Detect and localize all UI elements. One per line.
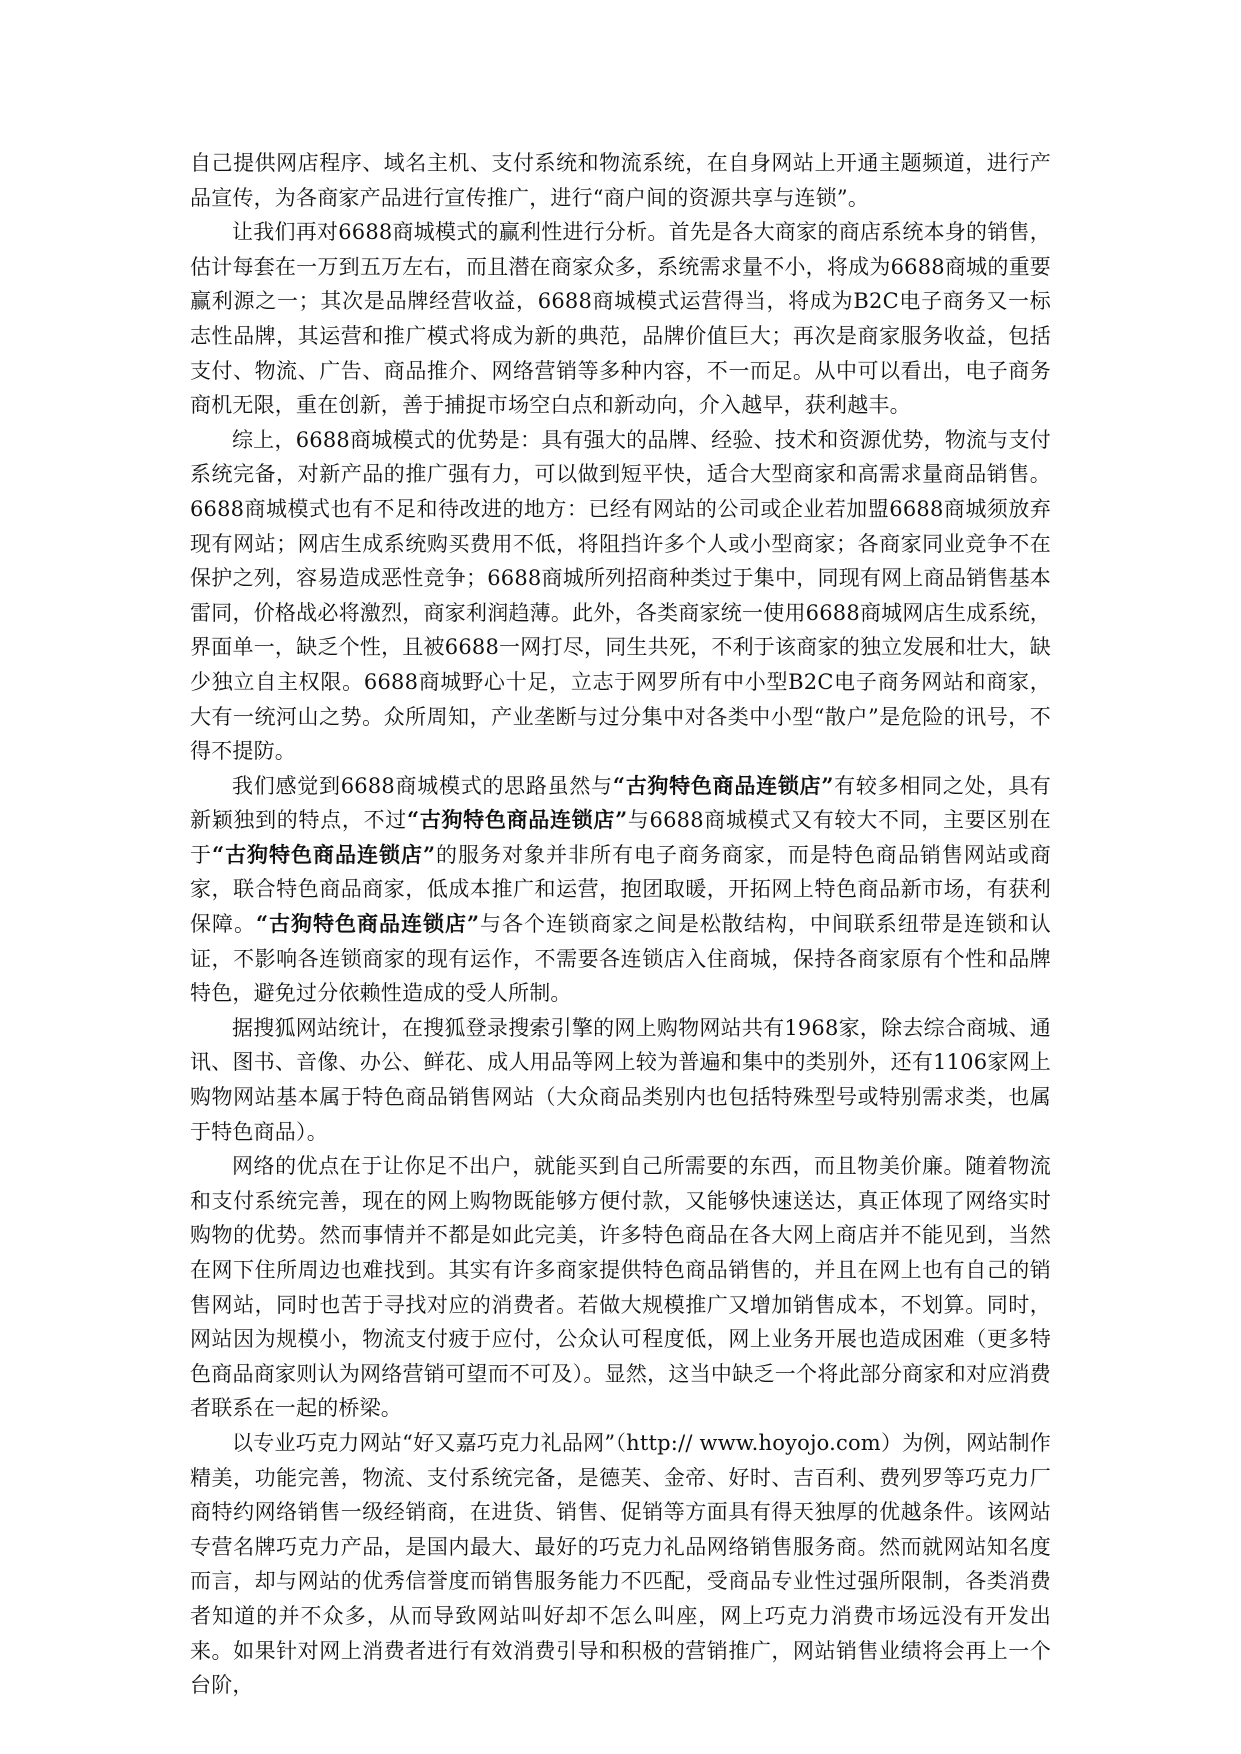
chain-store-name-emphasis: “古狗特色商品连锁店” — [612, 772, 834, 798]
chain-store-name-emphasis: “古狗特色商品连锁店” — [212, 841, 436, 867]
paragraph-3-text: 综上，6688商城模式的优势是：具有强大的品牌、经验、技术和资源优势，物流与支付系统完备，对新产品的推广强有力，可以做到短平快，适合大型商家和高需求量商品销售。6688商城模式也有不足和待改进的地方：已经有网站的公司或企业若加盟6688商城须放弃现有网站；网店生成系统购买费用不低，将阻挡许多个人或小型商家；各商家同业竞争不在保护之列，容易造成恶性竞争；6688商城所列招商种类过于集中，同现有网上商品销售基本雷同，价格战必将激烈，商家利润趋薄。此外，各类商家统一使用6688商城网店生成系统，界面单一，缺乏个性，且被6688一网打尽，同生共死，不利于该商家的独立发展和壮大，缺少独立自主权限。6688商城野心十足，立志于网罗所有中小型B2C电子商务网站和商家，大有一统河山之势。众所周知，产业垄断与过分集中对各类中小型“散户”是危险的讯号，不得不提防。 — [190, 427, 1051, 764]
chain-store-name-emphasis: “古狗特色商品连锁店” — [407, 807, 628, 833]
paragraph-1 — [190, 146, 1051, 215]
paragraph-1-text: 自己提供网店程序、域名主机、支付系统和物流系统，在自身网站上开通主题频道，进行产品宣传，为各商家产品进行宣传推广，进行“商户间的资源共享与连锁”。 — [190, 151, 1051, 210]
paragraph-4-text-5: 与各个连锁商家之间是松散结构，中间联系纽带是连锁和认证，不影响各连锁商家的现有运作，不需要各连锁店入住商城，保持各商家原有个性和品牌特色，避免过分依赖性造成的受人所制。 — [190, 912, 1051, 1006]
paragraph-2-text: 让我们再对6688商城模式的赢利性进行分析。首先是各大商家的商店系统本身的销售，估计每套在一万到五万左右，而且潜在商家众多，系统需求量不小，将成为6688商城的重要赢利源之一；其次是品牌经营收益，6688商城模式运营得当，将成为B2C电子商务又一标志性品牌，其运营和推广模式将成为新的典范，品牌价值巨大；再次是商家服务收益，包括支付、物流、广告、商品推介、网络营销等多种内容，不一而足。从中可以看出，电子商务商机无限，重在创新，善于捕捉市场空白点和新动向，介入越早，获利越丰。 — [190, 220, 1051, 418]
paragraph-4-text-3: 与6688商城模式又有较大不同，主要区别在于 — [190, 808, 1051, 867]
paragraph-7-text: 以专业巧克力网站“好又嘉巧克力礼品网”（http:// www.hoyojo.com）为例，网站制作精美，功能完善，物流、支付系统完备，是德芙、金帝、好时、吉百利、费列罗等巧克力厂商特约网络销售一级经销商，在进货、销售、促销等方面具有得天独厚的优越条件。该网站专营名牌巧克力产品，是国内最大、最好的巧克力礼品网络销售服务商。然而就网站知名度而言，却与网站的优秀信誉度而销售服务能力不匹配，受商品专业性过强所限制，各类消费者知道的并不众多，从而导致网站叫好却不怎么叫座，网上巧克力消费市场远没有开发出来。如果针对网上消费者进行有效消费引导和积极的营销推广，网站销售业绩将会再上一个台阶， — [190, 1430, 1051, 1698]
paragraph-4 — [190, 769, 1051, 1011]
paragraph-6-text: 网络的优点在于让你足不出户，就能买到自己所需要的东西，而且物美价廉。随着物流和支付系统完善，现在的网上购物既能够方便付款，又能够快速送达，真正体现了网络实时购物的优势。然而事情并不都是如此完美，许多特色商品在各大网上商店并不能见到，当然在网下住所周边也难找到。其实有许多商家提供特色商品销售的，并且在网上也有自己的销售网站，同时也苦于寻找对应的消费者。若做大规模推广又增加销售成本，不划算。同时，网站因为规模小，物流支付疲于应付，公众认可程度低，网上业务开展也造成困难（更多特色商品商家则认为网络营销可望而不可及）。显然，这当中缺乏一个将此部分商家和对应消费者联系在一起的桥梁。 — [190, 1154, 1051, 1421]
paragraph-2 — [190, 215, 1051, 423]
paragraph-6 — [190, 1149, 1051, 1426]
paragraph-5 — [190, 1011, 1051, 1149]
paragraph-3 — [190, 423, 1051, 769]
paragraph-5-text: 据搜狐网站统计，在搜狐登录搜索引擎的网上购物网站共有1968家，除去综合商城、通讯、图书、音像、办公、鲜花、成人用品等网上较为普遍和集中的类别外，还有1106家网上购物网站基本属于特色商品销售网站（大众商品类别内也包括特殊型号或特别需求类，也属于特色商品）。 — [190, 1015, 1051, 1144]
paragraph-4-text-2: 有较多相同之处，具有新颖独到的特点，不过 — [190, 773, 1052, 833]
chain-store-name-emphasis: “古狗特色商品连锁店” — [255, 911, 480, 937]
paragraph-7 — [190, 1426, 1051, 1703]
paragraph-4-text-4: 的服务对象并非所有电子商务商家，而是特色商品销售网站或商家，联合特色商品商家，低成本推广和运营，抱团取暖，开拓网上特色商品新市场，有获利保障。 — [190, 842, 1051, 937]
document-page — [190, 146, 1051, 1703]
paragraph-4-text-1: 我们感觉到6688商城模式的思路虽然与 — [232, 773, 613, 798]
